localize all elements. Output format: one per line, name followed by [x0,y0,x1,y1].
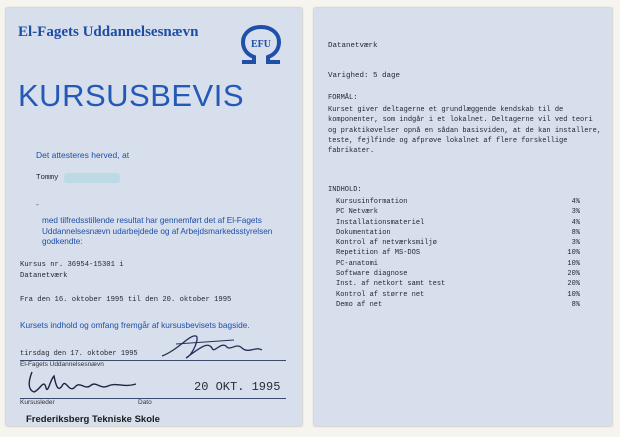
content-heading: INDHOLD: [328,186,362,194]
content-item-label: PC Netværk [336,208,379,217]
content-item-percent: 3% [571,208,580,217]
course-leader-caption: Kursusleder [20,399,55,406]
content-item [336,228,580,238]
efu-omega-logo-icon [238,24,284,66]
content-item [336,197,580,207]
content-item [336,290,580,300]
separator-dash: - [36,200,39,209]
content-item-label: Dokumentation [336,228,391,237]
date-stamp: 20 OKT. 1995 [194,380,281,394]
content-item-percent: 20% [567,280,580,289]
signature-line-2 [20,398,286,399]
purpose-heading: FORMÅL: [328,94,358,102]
content-item-label: Kontrol af netværksmiljø [336,239,437,248]
content-item [336,238,580,248]
content-item-label: Kursusinformation [336,198,408,206]
content-item-percent: 10% [567,249,580,258]
content-item-percent: 4% [571,218,580,227]
content-list [336,197,580,310]
content-item-label: Repetition af MS-DOS [336,249,421,258]
content-item-percent: 3% [571,239,580,248]
content-item [336,207,580,217]
certificate-front-page [6,8,302,426]
certificate-title: KURSUSBEVIS [18,78,245,113]
content-item-label: Installationsmateriel [336,218,425,227]
backside-note: Kursets indhold og omfang fremgår af kursusbevisets bagside. [20,320,250,330]
certificate-back-page [314,8,612,426]
course-leader-signature-icon [24,368,144,396]
organization-name: El-Fagets Uddannelsesnævn [18,24,199,40]
content-item-label: Inst. af netkort samt test [336,280,446,289]
course-title: Datanetværk [328,42,378,50]
content-item [336,248,580,258]
content-item [336,300,580,310]
content-item-percent: 4% [571,198,580,206]
course-line-2: Datanetværk [20,272,68,280]
date-caption: Dato [138,399,152,406]
logo-text: EFU [251,39,271,50]
content-item-percent: 8% [571,300,580,309]
course-duration: Varighed: 5 dage [328,72,401,80]
content-item [336,259,580,269]
content-item-percent: 20% [567,270,580,279]
content-item-label: Kontrol af større net [336,290,425,299]
institution-signature-icon [156,330,266,362]
content-item-label: PC-anatomi [336,259,379,268]
content-item [336,218,580,228]
recipient-name: Tommy [36,174,59,182]
school-name: Frederiksberg Tekniske Skole [26,414,160,425]
content-item [336,269,580,279]
content-item-percent: 8% [571,228,580,237]
result-text: med tilfredsstillende resultat har gennemført det af El-Fagets Uddannelsesnævn udarbejdede og af Arbejdsmarkedsstyrelsen godkendte: [42,216,273,246]
course-number [20,260,124,282]
content-item-label: Software diagnose [336,270,408,279]
content-item-percent: 10% [567,290,580,299]
institution-caption: El-Fagets Uddannelsesnævn [20,361,104,368]
purpose-text: Kurset giver deltagerne et grundlæggende kendskab til de komponenter, som indgår i et lokalnet. Deltagerne vil ved teori og praktikøvelser opnå en sådan basisviden, at de kan installere, teste, fejlfinde og afprøve lokalnet af flere forskellige fabrikater. [328,106,602,156]
issue-date-line: tirsdag den 17. oktober 1995 [20,350,138,358]
content-item-label: Demo af net [336,300,383,309]
course-period: Fra den 16. oktober 1995 til den 20. oktober 1995 [20,296,232,304]
course-line-1: Kursus nr. 36954-15301 i [20,261,124,269]
redacted-surname [64,173,120,183]
content-item-percent: 10% [567,259,580,268]
content-item [336,279,580,289]
attest-text: Det attesteres herved, at [36,150,130,160]
